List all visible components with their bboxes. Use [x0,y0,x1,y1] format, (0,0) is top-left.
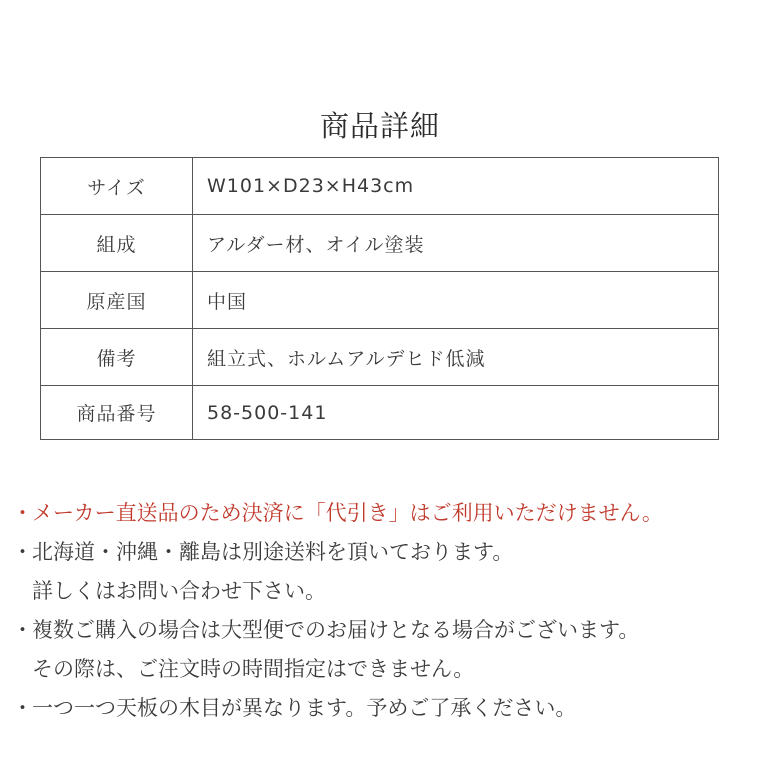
table-row [41,329,719,386]
note-text: 一つ一つ天板の木目が異なります。予めご了承ください。 [32,696,577,720]
table-row [41,386,719,440]
row-label-origin: 原産国 [41,272,193,329]
row-value-product-number: 58-500-141 [193,386,719,440]
table-row [41,272,719,329]
table-row [41,158,719,215]
bullet-dot: ・ [12,501,33,525]
bullet-dot: ・ [12,618,33,642]
row-label-remarks: 備考 [41,329,193,386]
notes-section [12,494,756,728]
row-label-size: サイズ [41,158,193,215]
note-wood-grain [12,689,756,728]
note-text: 複数ご購入の場合は大型便でのお届けとなる場合がございます。 [32,618,640,642]
row-label-product-number: 商品番号 [41,386,193,440]
bullet-dot: ・ [12,696,33,720]
table-row [41,215,719,272]
note-text: その際は、ご注文時の時間指定はできません。 [32,657,475,681]
note-shipping-continued [12,572,756,611]
page-title: 商品詳細 [319,109,440,143]
note-multiple-purchase-continued [12,650,756,689]
note-text: メーカー直送品のため決済に「代引き」はご利用いただけません。 [32,501,663,525]
note-text: 北海道・沖縄・離島は別途送料を頂いております。 [32,540,514,564]
spec-table [40,157,719,440]
bullet-dot: ・ [12,540,33,564]
note-cod-warning [12,494,756,533]
note-text: 詳しくはお問い合わせ下さい。 [32,579,326,603]
row-label-material: 組成 [41,215,193,272]
row-value-material: アルダー材、オイル塗装 [193,215,719,272]
row-value-size: W101×D23×H43cm [193,158,719,215]
row-value-remarks: 組立式、ホルムアルデヒド低減 [193,329,719,386]
note-multiple-purchase [12,611,756,650]
row-value-origin: 中国 [193,272,719,329]
note-shipping [12,533,756,572]
